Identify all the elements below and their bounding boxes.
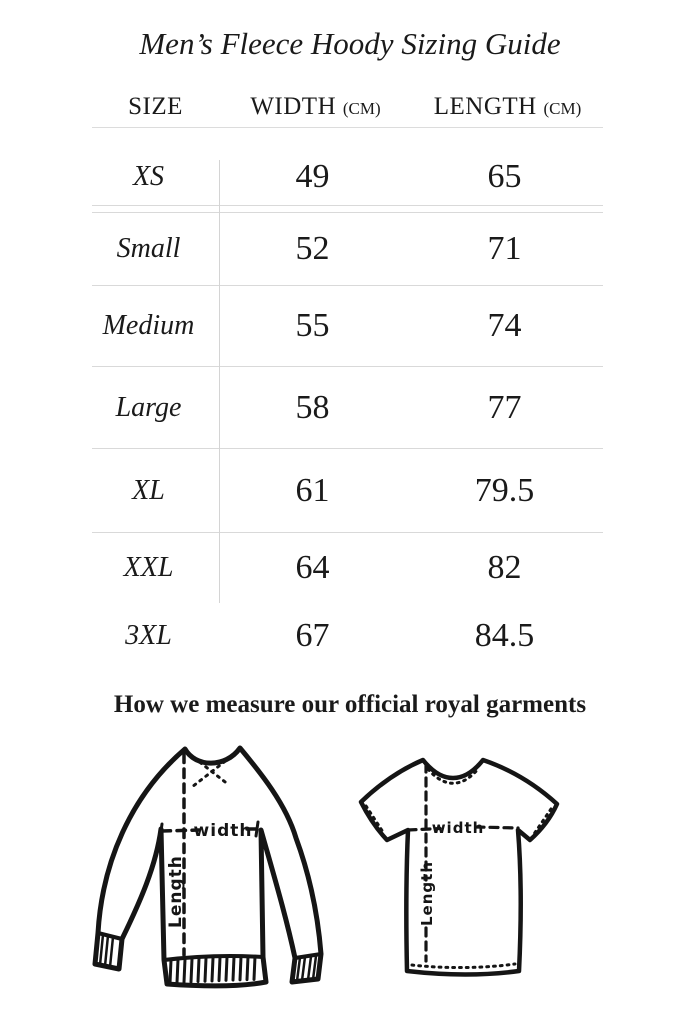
tshirt-illustration [352, 750, 564, 982]
table-row-xl [92, 449, 603, 533]
size-cell: XL [132, 474, 165, 506]
column-divider [219, 160, 220, 603]
page-title: Men’s Fleece Hoody Sizing Guide [139, 26, 561, 61]
table-row-xs [92, 128, 603, 205]
col-header-size: SIZE [128, 93, 183, 120]
length-cell: 65 [487, 157, 522, 195]
width-cell: 58 [295, 388, 330, 426]
sweater-outline [95, 748, 321, 986]
tshirt-width-label: width [431, 819, 485, 837]
col-header-length-label: LENGTH [433, 93, 537, 120]
width-cell: 67 [295, 616, 330, 654]
size-cell: XXL [123, 552, 174, 583]
size-cell: 3XL [125, 619, 172, 651]
length-cell: 79.5 [474, 471, 535, 509]
col-header-length [412, 93, 603, 121]
width-cell: 52 [295, 230, 330, 267]
table-row-xxl [92, 533, 603, 603]
double-divider [92, 205, 603, 213]
length-cell: 71 [487, 230, 522, 267]
length-cell: 77 [487, 388, 522, 426]
tshirt-outline [361, 760, 557, 974]
table-row-3xl [92, 603, 603, 668]
length-cell: 82 [487, 549, 522, 586]
size-cell: Medium [102, 310, 195, 341]
table-row-small [92, 213, 603, 286]
col-header-width [219, 93, 412, 121]
width-cell: 61 [295, 471, 330, 509]
length-cell: 74 [487, 307, 522, 344]
size-cell: XS [132, 160, 165, 192]
tshirt-length-label: Length [418, 861, 436, 926]
width-cell: 49 [295, 157, 330, 195]
table-header-row [92, 90, 603, 128]
sweater-width-label: width [193, 821, 253, 841]
col-header-width-label: WIDTH [250, 93, 337, 120]
col-header-width-unit: (CM) [342, 99, 381, 118]
sweater-length-label: Length [166, 855, 186, 928]
width-cell: 55 [295, 307, 330, 344]
length-cell: 84.5 [474, 616, 535, 654]
size-table [92, 90, 603, 668]
sweater-illustration [90, 736, 330, 994]
size-cell: Small [116, 233, 181, 264]
size-cell: Large [115, 391, 182, 423]
table-row-medium [92, 286, 603, 367]
width-cell: 64 [295, 549, 330, 586]
section-title: How we measure our official royal garments [113, 691, 587, 718]
table-row-large [92, 367, 603, 449]
col-header-length-unit: (CM) [543, 99, 582, 118]
